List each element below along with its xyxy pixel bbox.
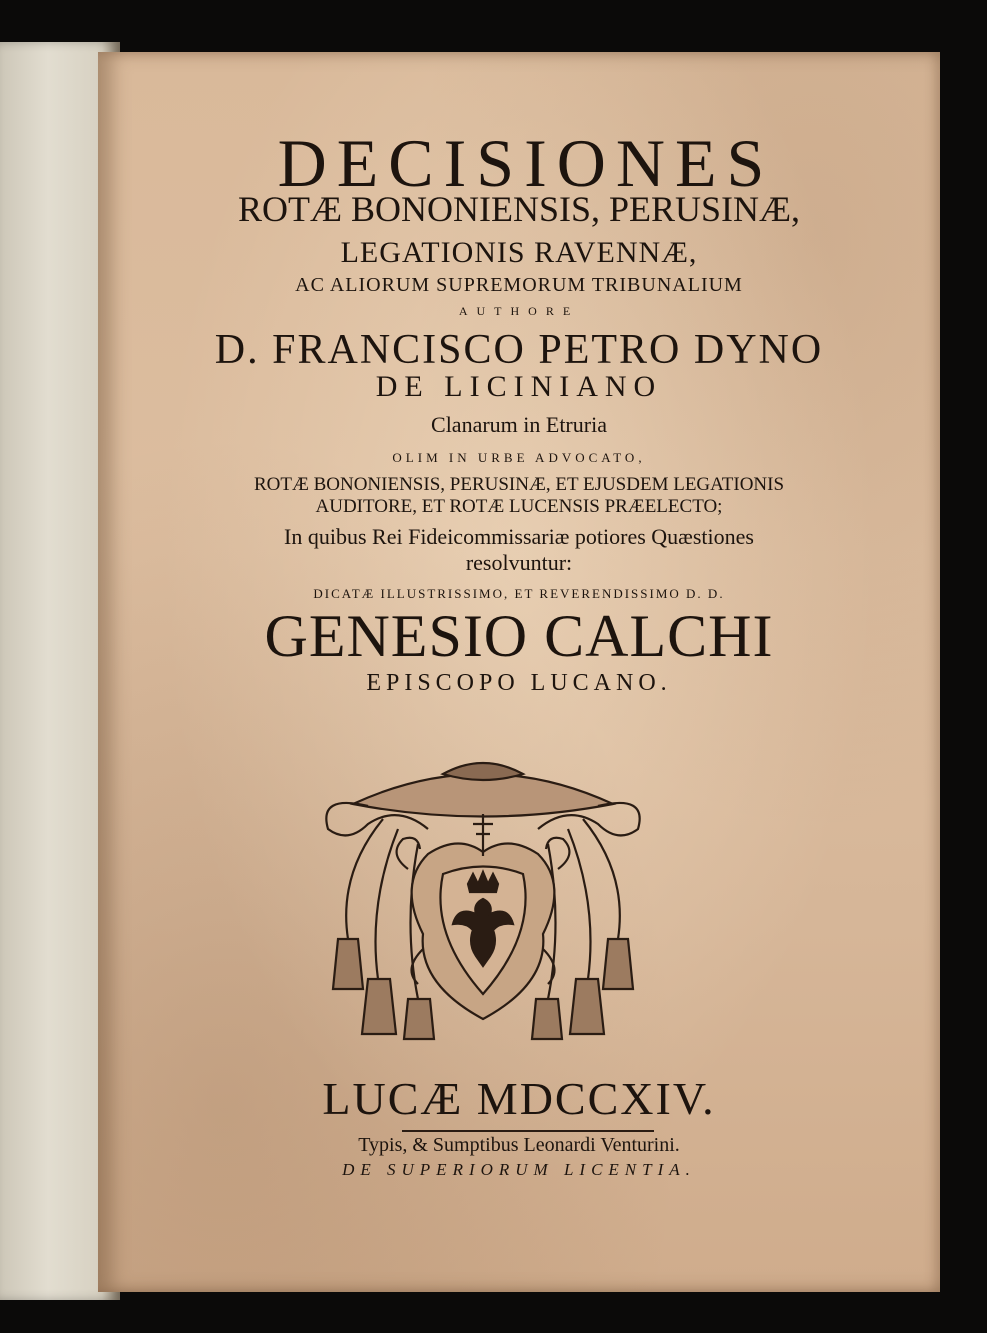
author-role-line-2: ROTÆ BONONIENSIS, PERUSINÆ, ET EJUSDEM LEGATIONIS <box>253 474 785 495</box>
dedication-line: DICATÆ ILLUSTRISSIMO, ET REVERENDISSIMO D. D. <box>313 586 725 601</box>
dedicatee-title: EPISCOPO LUCANO. <box>366 670 672 696</box>
imprint-rule <box>402 1130 654 1132</box>
subtitle-line-3: AC ALIORUM SUPREMORUM TRIBUNALIUM <box>295 274 743 296</box>
episcopal-coat-of-arms-icon <box>308 734 658 1044</box>
imprint-place-year: LUCÆ MDCCXIV. <box>322 1073 716 1124</box>
author-role-line-3: AUDITORE, ET ROTÆ LUCENSIS PRÆELECTO; <box>315 496 723 517</box>
author-origin: Clanarum in Etruria <box>431 412 607 437</box>
book-title: DECISIONES <box>277 125 775 201</box>
dedicatee-name: GENESIO CALCHI <box>264 603 774 669</box>
content-line-1: In quibus Rei Fideicommissariæ potiores Quæstiones <box>284 524 754 549</box>
subtitle-line-1: ROTÆ BONONIENSIS, PERUSINÆ, <box>237 189 801 229</box>
author-name-line-2: DE LICINIANO <box>375 370 663 403</box>
title-page <box>98 52 940 1292</box>
license-line: DE SUPERIORUM LICENTIA. <box>342 1160 696 1179</box>
printer-line: Typis, & Sumptibus Leonardi Venturini. <box>358 1134 680 1156</box>
author-role-line-1: OLIM IN URBE ADVOCATO, <box>392 450 646 465</box>
content-line-2: resolvuntur: <box>465 550 573 575</box>
author-label: AUTHORE <box>458 304 580 318</box>
subtitle-line-2: LEGATIONIS RAVENNÆ, <box>340 236 698 269</box>
author-name-line-1: D. FRANCISCO PETRO DYNO <box>214 327 824 373</box>
